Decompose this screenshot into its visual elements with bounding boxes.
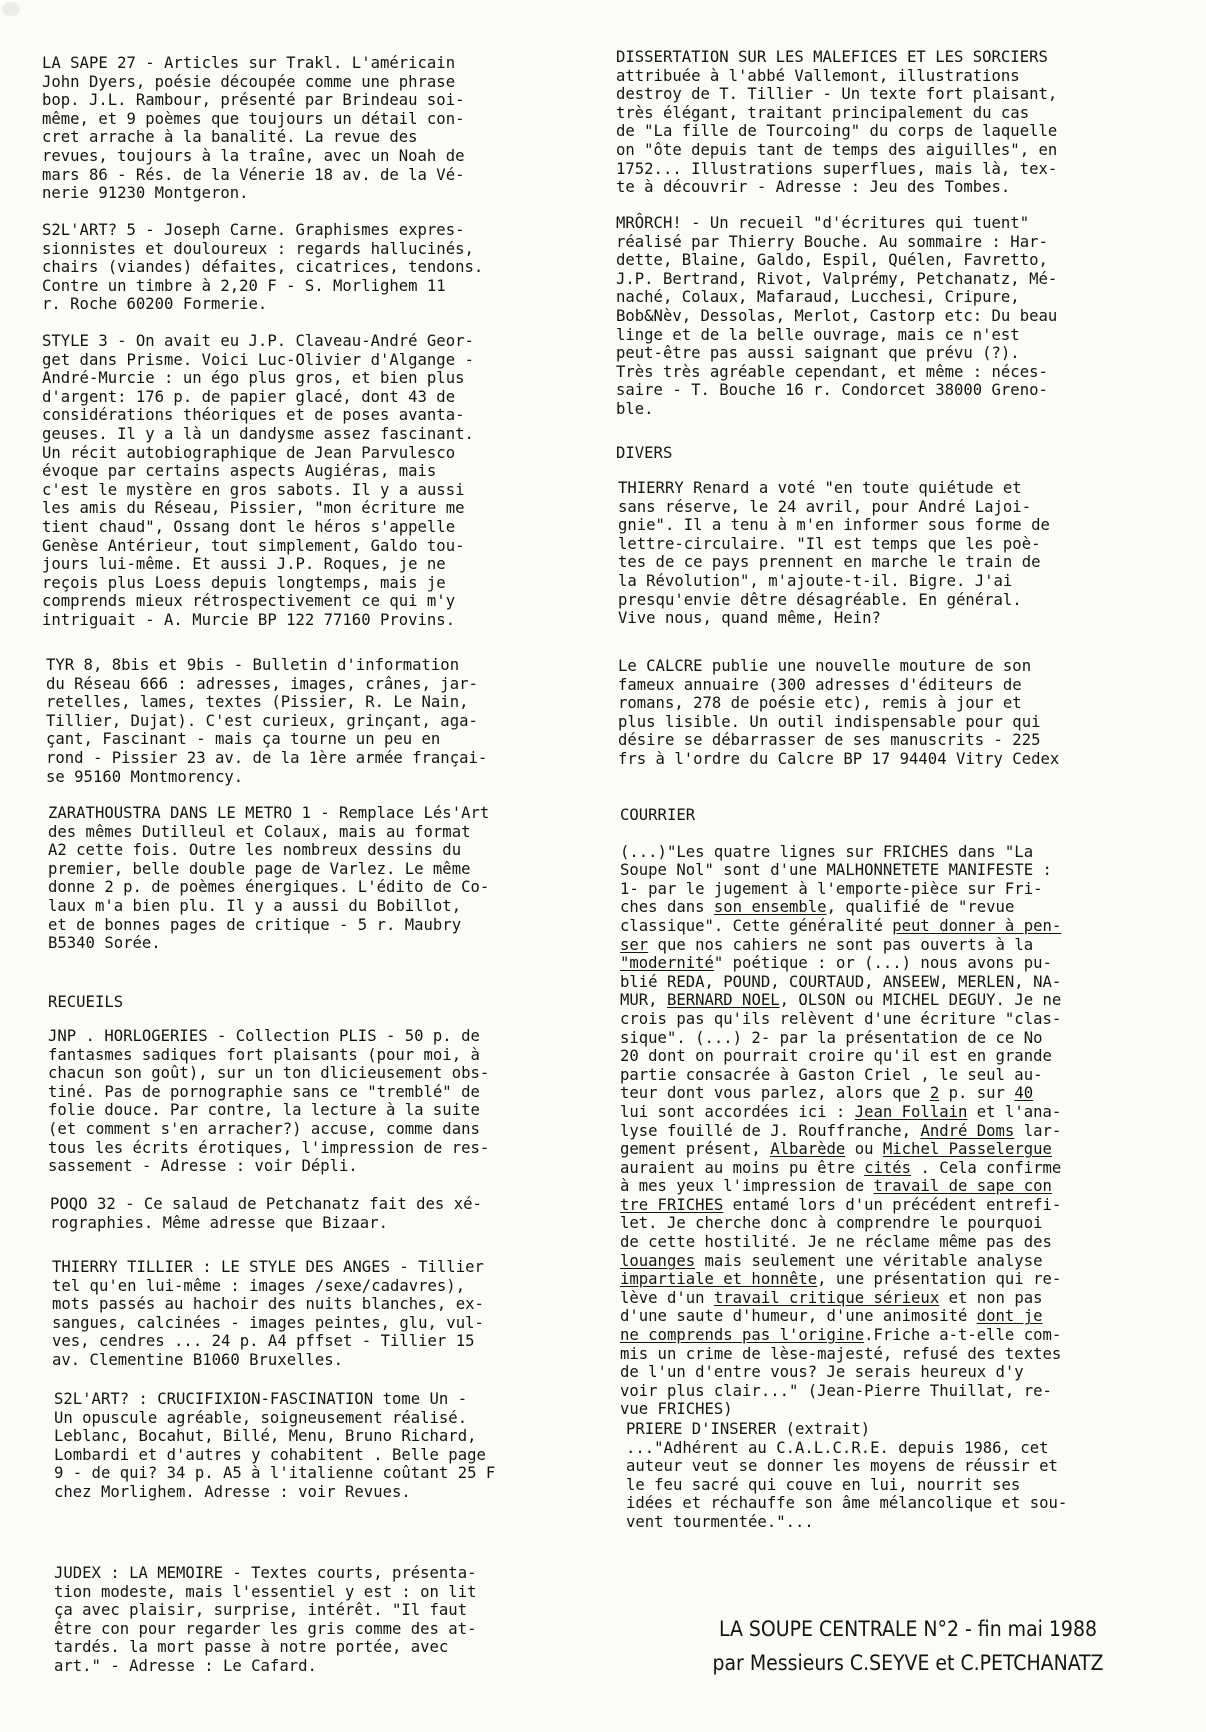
section-heading-recueils: RECUEILS: [48, 993, 124, 1011]
review-tyr-8: TYR 8, 8bis et 9bis - Bulletin d'information du Réseau 666 : adresses, images, crânes, jar- retelles, lames, textes (Pissier, R. Le Nain, Tillier, Dujat). C'est curieux, grinçant, aga- çant, Fascinant - mais ça tourne un peu en rond - Pissier 23 av. de la 1ère armée françai- se 95160 Montmorency.: [46, 656, 488, 786]
footer-title: LA SOUPE CENTRALE N°2 - fin mai 1988: [719, 1617, 1097, 1641]
section-heading-divers: DIVERS: [616, 444, 673, 462]
review-poqo-32: POQO 32 - Ce salaud de Petchanatz fait des xé- rographies. Même adresse que Bizaar.: [50, 1195, 482, 1232]
review-s2lart-5: S2L'ART? 5 - Joseph Carne. Graphismes expres- sionnistes et douloureux : regards hallucinés, chairs (viandes) défaites, cicatrices, tendons. Contre un timbre à 2,20 F - S. Morlighem 11 r. Roche 60200 Formerie.: [42, 221, 484, 314]
note-thierry-renard: THIERRY Renard a voté "en toute quiétude et sans réserve, le 24 avril, pour André Lajoi- gnie". Il a tenu à m'en informer sous forme de lettre-circulaire. "Il est temps que les poè- tes de ce pays prennent en marche le train de la Révolution", m'ajoute-t-il. Bigre. J'ai presqu'envie dêtre désagréable. En général. Vive nous, quand même, Hein?: [618, 479, 1050, 628]
review-s2lart-crucifixion: S2L'ART? : CRUCIFIXION-FASCINATION tome Un - Un opuscule agréable, soigneusement réalisé. Leblanc, Bocahut, Billé, Menu, Bruno Richard, Lombardi et d'autres y cohabitent . Belle page 9 - de qui? 34 p. A5 à l'italienne coûtant 25 F chez Morlighem. Adresse : voir Revues.: [54, 1390, 496, 1501]
courrier-letter: (...)"Les quatre lignes sur FRICHES dans "La Soupe Nol" sont d'une MALHONNETETE MANIFESTE : 1- par le jugement à l'emporte-pièce sur Fri- ches dans son ensemble, qualifié de "revue classique". Cette généralité peut donner à pen- ser que nos cahiers ne sont pas ouverts à la "modernité" poétique : or (...) nous avons pu- blié REDA, POUND, COURTAUD, ANSEEW, MERLEN, NA- MUR, BERNARD NOEL, OLSON ou MICHEL DEGUY. Je ne crois pas qu'ils relèvent d'une écriture "clas- sique". (...) 2- par la présentation de ce No 20 dont on pourrait croire qu'il est en grande partie consacrée à Gaston Criel , le seul au- teur dont vous parlez, alors que 2 p. sur 40 lui sont accordées ici : Jean Follain et l'ana- lyse fouillé de J. Rouffranche, André Doms lar- gement présent, Albarède ou Michel Passelergue auraient au moins pu être cités . Cela confirme à mes yeux l'impression de travail de sape con tre FRICHES entamé lors d'un précédent entrefi- let. Je cherche donc à comprendre le pourquoi de cette hostilité. Je ne réclame même pas des louanges mais seulement une véritable analyse impartiale et honnête, une présentation qui re- lève d'un travail critique sérieux et non pas d'une saute d'humeur, d'une animosité dont je ne comprends pas l'origine.Friche a-t-elle com- mis un crime de lèse-majesté, refusé des textes de l'un d'entre vous? Je serais heureux d'y voir plus clair..." (Jean-Pierre Thuillat, re- vue FRICHES): [620, 842, 1062, 1419]
review-mrorch: MRÔRCH! - Un recueil "d'écritures qui tuent" réalisé par Thierry Bouche. Au sommaire : Har- dette, Blaine, Galdo, Espil, Quélen, Favretto, J.P. Bertrand, Rivot, Valprémy, Petchanatz, Mé- naché, Colaux, Mafaraud, Lucchesi, Cripure, Bob&Nèv, Dessolas, Merlot, Castorp etc: Du beau linge et de la belle ouvrage, mais ce n'est peut-être pas aussi saignant que prévu (?). Très très agréable cependant, et même : néces- saire - T. Bouche 16 r. Condorcet 38000 Greno- ble.: [616, 214, 1058, 418]
footer-credits: par Messieurs C.SEYVE et C.PETCHANATZ: [712, 1651, 1104, 1675]
review-jnp-horlogeries: JNP . HORLOGERIES - Collection PLIS - 50 p. de fantasmes sadiques fort plaisants (pour moi, à chacun son goût), sur un ton dlicieusement obs- tiné. Pas de pornographie sans ce "tremblé" de folie douce. Par contre, la lecture à la suite (et comment s'en arracher?) accuse, comme dans tous les écrits érotiques, l'impression de res- sassement - Adresse : voir Dépli.: [48, 1027, 490, 1176]
paper-stain: [2, 2, 20, 16]
review-style-3: STYLE 3 - On avait eu J.P. Claveau-André Geor- get dans Prisme. Voici Luc-Olivier d'Algange - André-Murcie : un égo plus gros, et bien plus d'argent: 176 p. de papier glacé, dont 43 de considérations théoriques et de poses avanta- geuses. Il y a là un dandysme assez fascinant. Un récit autobiographique de Jean Parvulesco évoque par certains aspects Augiéras, mais c'est le mystère en gros sabots. Il y a aussi les amis du Réseau, Pissier, "mon écriture me tient chaud", Ossang dont le héros s'appelle Genèse Antérieur, tout simplement, Galdo tou- jours lui-même. Et aussi J.P. Roques, je ne reçois plus Loess depuis longtemps, mais je comprends mieux rétrospectivement ce qui m'y intriguait - A. Murcie BP 122 77160 Provins.: [42, 332, 474, 629]
review-dissertation: DISSERTATION SUR LES MALEFICES ET LES SORCIERS attribuée à l'abbé Vallemont, illustrations destroy de T. Tillier - Un texte fort plaisant, très élégant, traitant principalement du cas de "La fille de Tourcoing" du corps de laquelle on "ôte depuis tant de temps des aiguilles", en 1752... Illustrations superflues, mais là, tex- te à découvrir - Adresse : Jeu des Tombes.: [616, 48, 1058, 197]
review-zarathoustra: ZARATHOUSTRA DANS LE METRO 1 - Remplace Lés'Art des mêmes Dutilleul et Colaux, mais au format A2 cette fois. Outre les nombreux dessins du premier, belle double page de Varlez. Le même donne 2 p. de poèmes énergiques. L'édito de Co- laux m'a bien plu. Il y a aussi du Bobillot, et de bonnes pages de critique - 5 r. Maubry B5340 Sorée.: [48, 804, 490, 953]
section-heading-courrier: COURRIER: [620, 806, 696, 824]
note-calcre: Le CALCRE publie une nouvelle mouture de son fameux annuaire (300 adresses d'éditeurs de romans, 278 de poésie etc), remis à jour et plus lisible. Un outil indispensable pour qui désire se débarrasser de ses manuscrits - 225 frs à l'ordre du Calcre BP 17 94404 Vitry Cedex: [618, 657, 1060, 768]
priere-d-inserer: PRIERE D'INSERER (extrait) ..."Adhérent au C.A.L.C.R.E. depuis 1986, cet auteur veut se donner les moyens de réussir et le feu sacré qui couve en lui, nourrit ses idées et réchauffe son âme mélancolique et sou- vent tourmentée."...: [626, 1420, 1068, 1531]
review-thierry-tillier: THIERRY TILLIER : LE STYLE DES ANGES - Tillier tel qu'en lui-même : images /sexe/cadavres), mots passés au hachoir des nuits blanches, ex- sangues, calcinées - images peintes, glu, vul- ves, cendres ... 24 p. A4 pffset - Tillier 15 av. Clementine B1060 Bruxelles.: [52, 1258, 484, 1369]
masthead-footer: [628, 1612, 1188, 1680]
review-la-sape-27: LA SAPE 27 - Articles sur Trakl. L'américain John Dyers, poésie découpée comme une phrase bop. J.L. Rambour, présenté par Brindeau soi- même, et 9 poèmes que toujours un détail con- cret arrache à la banalité. La revue des revues, toujours à la traîne, avec un Noah de mars 86 - Rés. de la Vénerie 18 av. de la Vé- nerie 91230 Montgeron.: [42, 54, 465, 203]
review-judex: JUDEX : LA MEMOIRE - Textes courts, présenta- tion modeste, mais l'essentiel y est : on lit ça avec plaisir, surprise, intérêt. "Il faut être con pour regarder les gris comme des at- tardés. la mort passe à notre portée, avec art." - Adresse : Le Cafard.: [54, 1564, 477, 1675]
